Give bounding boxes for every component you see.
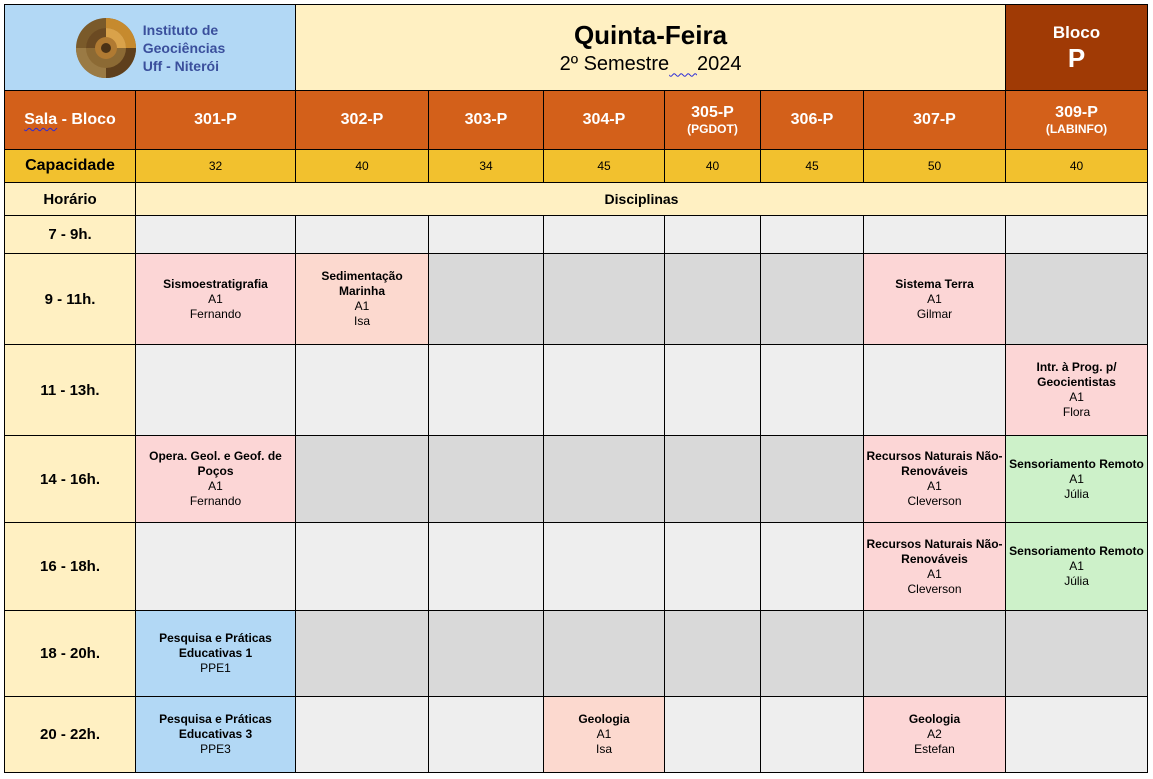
empty-slot-cell xyxy=(544,345,665,436)
room-subtitle: (LABINFO) xyxy=(1045,122,1108,136)
time-slot-row xyxy=(5,611,1148,697)
time-slot-text: 20 - 22h. xyxy=(39,726,101,743)
empty-slot-cell xyxy=(761,436,864,523)
ammonite-logo-icon xyxy=(75,15,137,81)
time-slot-label xyxy=(5,611,136,697)
course-info xyxy=(1008,457,1145,502)
empty-slot-cell xyxy=(296,345,429,436)
course-name: Pesquisa e Práticas Educativas 1 xyxy=(159,631,272,660)
course-professor: Gilmar xyxy=(916,306,953,321)
course-name: Sedimentação Marinha xyxy=(321,269,403,298)
room-capacity-4: 40 xyxy=(665,150,761,183)
course-name: Sismoestratigrafia xyxy=(163,276,268,291)
room-name: 303-P xyxy=(464,111,508,128)
day-title: Quinta-Feira xyxy=(573,19,728,50)
course-class: A1 xyxy=(927,291,942,306)
time-slot-label xyxy=(5,697,136,773)
course-name: Sistema Terra xyxy=(895,276,974,291)
course-class: PPE1 xyxy=(200,661,231,675)
institute-line-2: Geociências xyxy=(142,39,226,56)
time-slot-text: 18 - 20h. xyxy=(39,645,101,662)
course-cell xyxy=(136,611,296,697)
course-cell xyxy=(864,436,1006,523)
room-name: 309-P xyxy=(1055,104,1098,121)
room-header-3 xyxy=(544,91,665,150)
bloco-cell xyxy=(1006,5,1148,91)
room-name: 307-P xyxy=(913,111,956,128)
empty-slot-cell xyxy=(136,523,296,611)
institute-name xyxy=(143,21,226,75)
capacity-label: Capacidade xyxy=(5,150,136,183)
time-slot-text: 16 - 18h. xyxy=(39,558,101,575)
course-cell xyxy=(1006,523,1148,611)
course-cell xyxy=(864,254,1006,345)
room-header-4 xyxy=(665,91,761,150)
empty-slot-cell xyxy=(1006,254,1148,345)
time-slot-row xyxy=(5,216,1148,254)
empty-slot-cell xyxy=(864,345,1006,436)
institute-line-1: Instituto de xyxy=(142,21,219,38)
course-info xyxy=(138,449,293,509)
empty-slot-cell xyxy=(761,523,864,611)
course-cell xyxy=(544,697,665,773)
institute-line-3: Uff - Niterói xyxy=(142,57,219,74)
room-header-0 xyxy=(136,91,296,150)
course-name: Recursos Naturais Não-Renováveis xyxy=(866,536,1003,566)
schedule-grid xyxy=(4,4,1148,773)
empty-slot-cell xyxy=(761,697,864,773)
horario-label: Horário xyxy=(5,183,136,216)
empty-slot-cell xyxy=(665,523,761,611)
course-professor: Júlia xyxy=(1064,574,1089,588)
room-subtitle: (PGDOT) xyxy=(687,122,738,136)
course-cell xyxy=(136,254,296,345)
room-capacity-5: 45 xyxy=(761,150,864,183)
course-name: Geologia xyxy=(578,712,630,726)
course-class: A1 xyxy=(1069,390,1084,404)
empty-slot-cell xyxy=(429,436,544,523)
room-capacity-3: 45 xyxy=(544,150,665,183)
empty-slot-cell xyxy=(1006,611,1148,697)
course-class: PPE3 xyxy=(200,742,231,756)
empty-slot-cell xyxy=(544,216,665,254)
time-slot-row xyxy=(5,254,1148,345)
room-label-bloco: - Bloco xyxy=(57,111,116,128)
time-slot-text: 9 - 11h. xyxy=(44,290,96,308)
room-header-6 xyxy=(864,91,1006,150)
course-info xyxy=(866,712,1003,757)
course-cell xyxy=(864,697,1006,773)
empty-slot-cell xyxy=(665,611,761,697)
empty-slot-cell xyxy=(864,216,1006,254)
course-cell xyxy=(864,523,1006,611)
course-info xyxy=(138,277,293,322)
empty-slot-cell xyxy=(429,216,544,254)
institute-logo-cell xyxy=(5,5,296,91)
time-slot-text: 7 - 9h. xyxy=(48,226,92,243)
course-class: A1 xyxy=(1069,559,1084,573)
course-name: Intr. à Prog. p/ Geocientistas xyxy=(1036,360,1117,389)
course-cell xyxy=(136,436,296,523)
empty-slot-cell xyxy=(864,611,1006,697)
course-info xyxy=(138,631,293,676)
empty-slot-cell xyxy=(665,216,761,254)
bloco-letter: P xyxy=(1067,42,1086,73)
empty-slot-cell xyxy=(429,523,544,611)
empty-slot-cell xyxy=(665,436,761,523)
course-professor: Cleverson xyxy=(907,581,962,596)
empty-slot-cell xyxy=(665,697,761,773)
time-slot-label xyxy=(5,436,136,523)
empty-slot-cell xyxy=(761,611,864,697)
course-cell xyxy=(1006,345,1148,436)
time-slot-label xyxy=(5,523,136,611)
empty-slot-cell xyxy=(429,611,544,697)
day-title-cell xyxy=(296,5,1006,91)
course-info xyxy=(138,712,293,757)
course-professor: Flora xyxy=(1062,405,1091,419)
course-name: Sensoriamento Remoto xyxy=(1009,544,1144,558)
empty-slot-cell xyxy=(296,697,429,773)
course-professor: Cleverson xyxy=(907,494,962,508)
room-header-2 xyxy=(429,91,544,150)
empty-slot-cell xyxy=(296,216,429,254)
empty-slot-cell xyxy=(761,254,864,345)
empty-slot-cell xyxy=(296,436,429,523)
course-class: A1 xyxy=(208,291,223,306)
course-class: A1 xyxy=(927,479,942,493)
empty-slot-cell xyxy=(544,523,665,611)
course-info xyxy=(866,537,1003,597)
room-name: 302-P xyxy=(340,111,384,128)
time-slot-row xyxy=(5,523,1148,611)
room-label-sala: Sala xyxy=(24,111,58,128)
course-info xyxy=(1008,544,1145,589)
course-professor: Isa xyxy=(595,742,612,756)
room-capacity-7: 40 xyxy=(1006,150,1148,183)
course-name: Geologia xyxy=(908,712,961,726)
course-name: Sensoriamento Remoto xyxy=(1009,456,1144,471)
time-slot-label xyxy=(5,254,136,345)
empty-slot-cell xyxy=(296,523,429,611)
semester-line xyxy=(298,51,1003,77)
course-info xyxy=(1008,360,1145,420)
empty-slot-cell xyxy=(665,345,761,436)
time-slot-text: 11 - 13h. xyxy=(40,381,100,399)
bloco-label: Bloco xyxy=(1052,22,1101,42)
empty-slot-cell xyxy=(1006,697,1148,773)
course-class: A2 xyxy=(927,727,942,741)
empty-slot-cell xyxy=(429,697,544,773)
course-cell xyxy=(1006,436,1148,523)
course-class: A1 xyxy=(596,727,612,741)
room-name: 301-P xyxy=(194,111,237,128)
time-slot-text: 14 - 16h. xyxy=(39,470,101,488)
empty-slot-cell xyxy=(544,611,665,697)
empty-slot-cell xyxy=(544,436,665,523)
semester-year: 2024 xyxy=(696,52,742,75)
course-class: A1 xyxy=(354,299,370,313)
time-slot-row xyxy=(5,345,1148,436)
course-cell xyxy=(136,697,296,773)
course-professor: Fernando xyxy=(189,306,242,321)
room-name: 304-P xyxy=(582,111,626,128)
course-class: A1 xyxy=(208,479,223,493)
room-header-7 xyxy=(1006,91,1148,150)
time-slot-row xyxy=(5,436,1148,523)
room-capacity-1: 40 xyxy=(296,150,429,183)
course-professor: Fernando xyxy=(189,494,242,508)
empty-slot-cell xyxy=(429,254,544,345)
room-capacity-0: 32 xyxy=(136,150,296,183)
empty-slot-cell xyxy=(136,345,296,436)
course-name: Recursos Naturais Não-Renováveis xyxy=(866,449,1003,478)
empty-slot-cell xyxy=(1006,216,1148,254)
empty-slot-cell xyxy=(761,216,864,254)
empty-slot-cell xyxy=(136,216,296,254)
course-professor: Júlia xyxy=(1064,486,1089,501)
course-info xyxy=(298,269,426,329)
room-header-label xyxy=(5,91,136,150)
empty-slot-cell xyxy=(665,254,761,345)
time-slot-label xyxy=(5,345,136,436)
course-class: A1 xyxy=(927,566,942,581)
room-capacity-6: 50 xyxy=(864,150,1006,183)
room-capacity-2: 34 xyxy=(429,150,544,183)
empty-slot-cell xyxy=(544,254,665,345)
empty-slot-cell xyxy=(296,611,429,697)
course-info xyxy=(866,277,1003,322)
room-name: 306-P xyxy=(790,111,834,128)
semester-label: 2º Semestre xyxy=(559,52,670,75)
room-header-5 xyxy=(761,91,864,150)
disciplinas-header: Disciplinas xyxy=(136,183,1148,216)
course-professor: Isa xyxy=(353,314,370,328)
course-class: A1 xyxy=(1069,471,1084,486)
time-slot-row xyxy=(5,697,1148,773)
course-name: Pesquisa e Práticas Educativas 3 xyxy=(159,712,272,741)
course-info xyxy=(546,712,662,757)
empty-slot-cell xyxy=(429,345,544,436)
course-name: Opera. Geol. e Geof. de Poços xyxy=(149,449,282,478)
room-header-1 xyxy=(296,91,429,150)
time-slot-label xyxy=(5,216,136,254)
course-info xyxy=(866,449,1003,509)
room-name: 305-P xyxy=(691,104,734,121)
course-cell xyxy=(296,254,429,345)
course-professor: Estefan xyxy=(914,742,955,756)
empty-slot-cell xyxy=(761,345,864,436)
